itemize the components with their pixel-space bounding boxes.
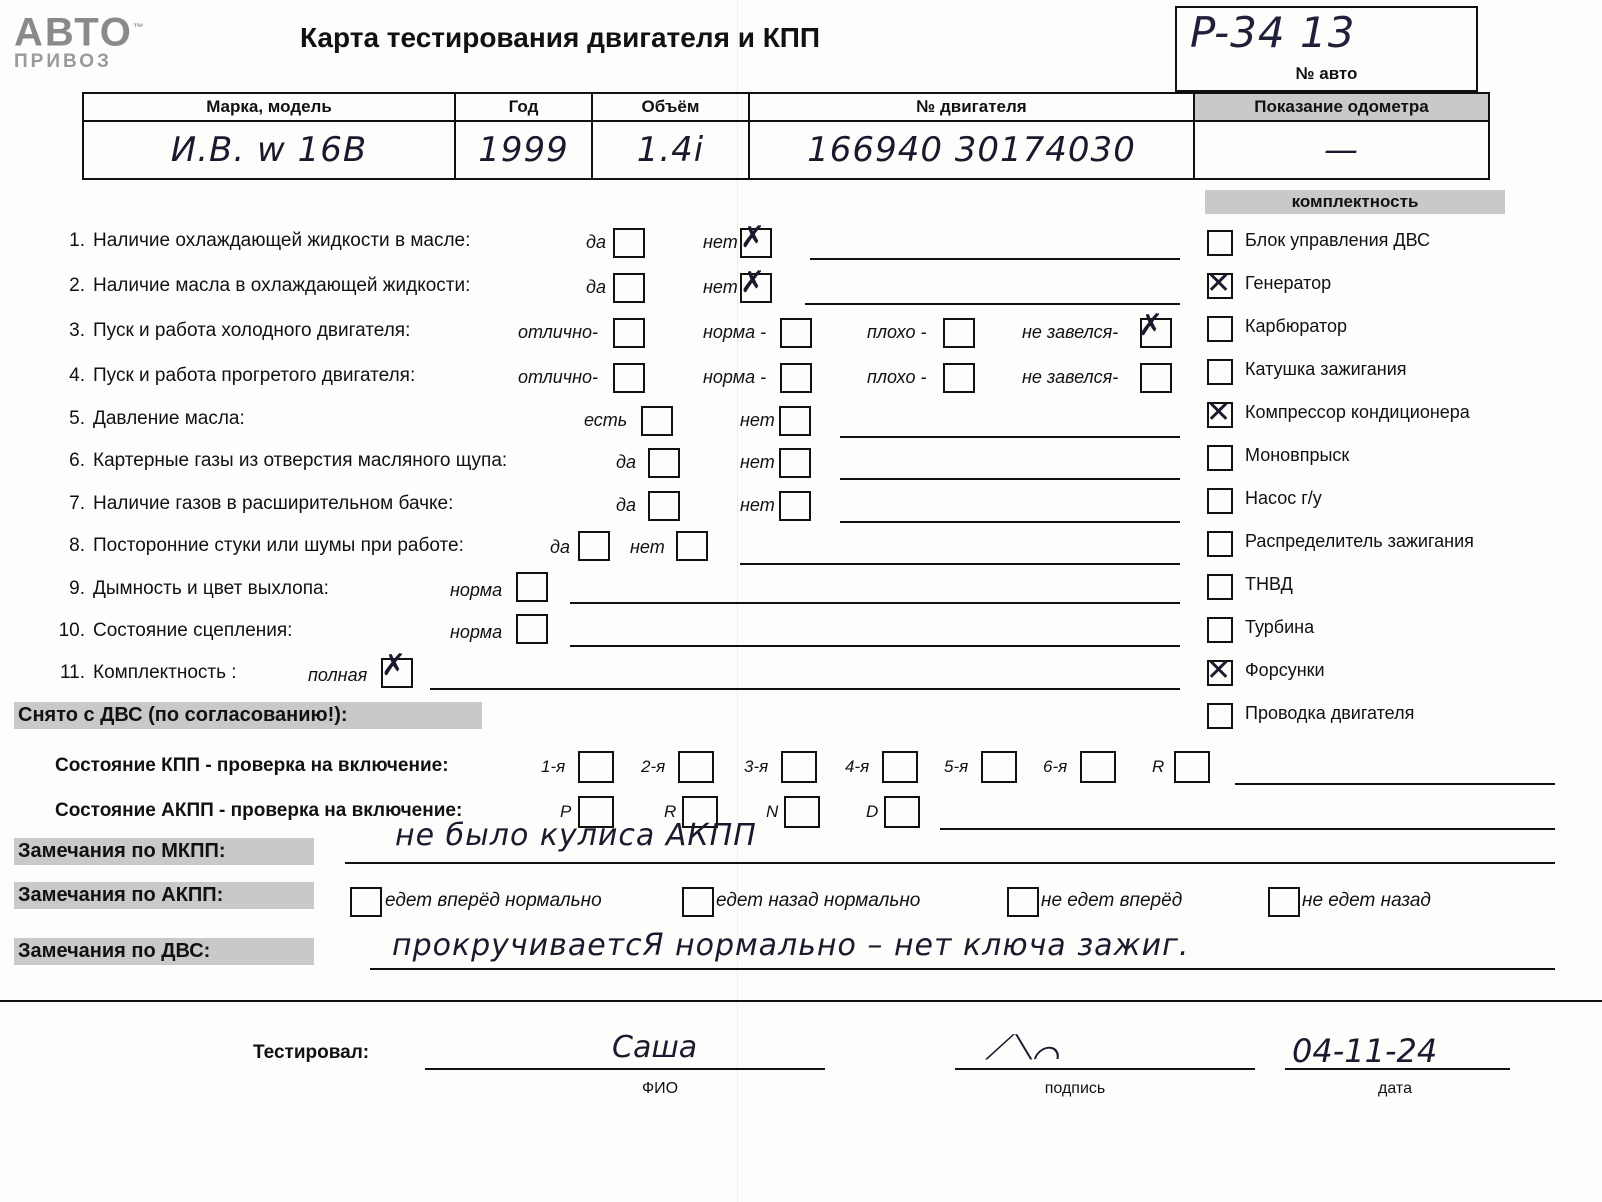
list-item[interactable] [1207, 441, 1537, 484]
item-3-checkbox-plokho[interactable] [943, 318, 975, 348]
item-8-option-net-label: нет [630, 537, 665, 557]
item-10-checkbox-norma[interactable] [516, 614, 548, 644]
list-item[interactable] [1207, 312, 1537, 355]
item-text: Наличие охлаждающей жидкости в масле: [93, 230, 471, 251]
gear-checkbox-1[interactable] [578, 751, 614, 783]
checkbox-tnvd[interactable] [1207, 574, 1233, 600]
item-1-option-da-label: да [586, 232, 606, 252]
checklist-item-5 [55, 408, 245, 430]
checklist-item-10 [55, 620, 292, 642]
item-4-checkbox-otlichno[interactable] [613, 363, 645, 393]
checklist-item-11 [55, 662, 237, 684]
check-mark-icon: ✕ [1206, 653, 1232, 688]
notes-akpp-label: Замечания по АКПП: [14, 882, 314, 909]
notes-dvs-line [370, 968, 1555, 970]
gear-label-4: 4-я [845, 757, 870, 776]
item-11-note-line [430, 688, 1180, 690]
akpp-option-no-forward-label: не едет вперёд [1041, 890, 1183, 911]
footer-divider [0, 1000, 1602, 1002]
completeness-title: комплектность [1205, 190, 1505, 214]
list-item[interactable] [1206, 653, 1537, 699]
check-mark-icon: ✕ [1206, 395, 1232, 430]
akpp-checkbox-forward-ok[interactable] [350, 887, 382, 917]
completeness-label: ТНВД [1245, 574, 1293, 594]
item-4-option-otlichno-label: отлично- [518, 367, 598, 387]
check-mark-icon: ✕ [1206, 266, 1232, 301]
td-engine-number: 166940 30174030 [749, 121, 1194, 179]
item-2-option-net-label: нет [703, 277, 738, 297]
item-number: 4. [69, 365, 85, 386]
completeness-label: Генератор [1245, 273, 1332, 293]
checklist-item-3 [55, 320, 410, 342]
akpp-checkbox-no-reverse[interactable] [1268, 887, 1300, 917]
akpp-gear-checkbox-n[interactable] [784, 796, 820, 828]
item-8-note-line [740, 563, 1180, 565]
akpp-note-line [940, 828, 1555, 830]
avtoprivoz-logo [14, 8, 164, 73]
list-item[interactable] [1206, 266, 1537, 312]
item-number: 3. [69, 320, 85, 341]
item-6-checkbox-net[interactable] [779, 448, 811, 478]
akpp-gear-label-r: R [664, 802, 677, 821]
checklist-item-9 [55, 578, 329, 600]
logo-tm: ™ [132, 22, 146, 34]
notes-mkpp-label: Замечания по МКПП: [14, 838, 314, 865]
checklist-item-6 [55, 450, 507, 472]
notes-dvs-value: прокручиваетсЯ нормально – нет ключа зажиг. [392, 928, 1190, 963]
gear-label-3: 3-я [744, 757, 769, 776]
checkbox-karbyurator[interactable] [1207, 316, 1233, 342]
notes-mkpp-line [345, 862, 1555, 864]
td-volume: 1.4i [592, 121, 749, 179]
check-mark-icon: ✗ [740, 265, 766, 300]
completeness-label: Карбюратор [1245, 316, 1348, 336]
item-text: Наличие масла в охлаждающей жидкости: [93, 275, 471, 296]
td-make-model: И.В. w 16B [83, 121, 455, 179]
vehicle-info-table [82, 92, 1490, 180]
item-text: Пуск и работа холодного двигателя: [93, 320, 411, 341]
item-11-checkbox-polnaya[interactable] [381, 648, 413, 688]
completeness-label: Турбина [1245, 617, 1315, 637]
checklist-item-1 [55, 230, 470, 252]
mkpp-note-line [1235, 783, 1555, 785]
item-6-checkbox-da[interactable] [648, 448, 680, 478]
item-4-option-norma-label: норма - [703, 367, 767, 387]
checkbox-raspredelitel-zazhiganiya[interactable] [1207, 531, 1233, 557]
akpp-gear-label-d: D [866, 802, 879, 821]
checkbox-nasos-gu[interactable] [1207, 488, 1233, 514]
item-5-option-est-label: есть [584, 410, 628, 430]
checkbox-monovprysk[interactable] [1207, 445, 1233, 471]
list-item[interactable] [1207, 355, 1537, 398]
item-10-note-line [570, 645, 1180, 647]
item-5-checkbox-est[interactable] [641, 406, 673, 436]
akpp-option-no-reverse-label: не едет назад [1302, 890, 1431, 911]
th-engine-number: № двигателя [749, 93, 1194, 121]
item-number: 1. [69, 230, 85, 251]
checkbox-turbina[interactable] [1207, 617, 1233, 643]
akpp-option-reverse-ok-label: едет назад нормально [716, 890, 921, 911]
list-item[interactable] [1206, 395, 1537, 441]
date-sublabel: дата [1378, 1080, 1412, 1097]
checklist-item-8 [55, 535, 464, 557]
notes-mkpp-value: не было кулиса АКПП [395, 818, 757, 853]
item-7-option-da-label: да [616, 495, 636, 515]
paper-fold-line [737, 0, 738, 1202]
item-3-option-plokho-label: плохо - [867, 322, 927, 342]
gear-checkbox-6[interactable] [1080, 751, 1116, 783]
item-8-checkbox-net[interactable] [676, 531, 708, 561]
signature-scribble: ⟋⟍⌒ [985, 1028, 1060, 1068]
td-odometer: — [1194, 121, 1489, 179]
item-3-checkbox-norma[interactable] [780, 318, 812, 348]
list-item[interactable] [1207, 484, 1537, 527]
logo-top-text: АВТО™ [14, 10, 146, 55]
completeness-label: Моновпрыск [1245, 445, 1350, 465]
tested-by-label: Тестировал: [253, 1042, 370, 1063]
check-mark-icon: ✗ [1138, 308, 1164, 343]
item-3-checkbox-ne-zavelsya[interactable] [1138, 308, 1172, 348]
table-header-row [83, 93, 1489, 121]
completeness-label: Проводка двигателя [1245, 703, 1415, 723]
checklist-item-4 [55, 365, 415, 387]
item-6-option-da-label: да [616, 452, 636, 472]
item-5-note-line [840, 436, 1180, 438]
item-text: Наличие газов в расширительном бачке: [93, 493, 454, 514]
item-5-option-net-label: нет [740, 410, 775, 430]
td-year: 1999 [455, 121, 592, 179]
item-number: 7. [69, 493, 85, 514]
item-8-option-da-label: да [550, 537, 570, 557]
gear-checkbox-3[interactable] [781, 751, 817, 783]
completeness-label: Распределитель зажигания [1245, 531, 1474, 551]
item-4-checkbox-plokho[interactable] [943, 363, 975, 393]
item-8-checkbox-da[interactable] [578, 531, 610, 561]
list-item[interactable] [1207, 527, 1537, 570]
item-1-checkbox-da[interactable] [613, 228, 645, 258]
checkbox-forsunki[interactable] [1206, 653, 1233, 688]
item-7-checkbox-net[interactable] [779, 491, 811, 521]
item-2-checkbox-da[interactable] [613, 273, 645, 303]
table-value-row [83, 121, 1489, 179]
th-year: Год [455, 93, 592, 121]
checklist-item-2 [55, 275, 470, 297]
item-11-option-polnaya-label: полная [308, 665, 368, 685]
check-mark-icon: ✗ [740, 220, 766, 255]
item-text: Давление масла: [93, 408, 245, 429]
item-5-checkbox-net[interactable] [779, 406, 811, 436]
item-9-checkbox-norma[interactable] [516, 572, 548, 602]
item-3-checkbox-otlichno[interactable] [613, 318, 645, 348]
name-sublabel: ФИО [641, 1080, 679, 1097]
page-title: Карта тестирования двигателя и КПП [300, 22, 821, 53]
gear-label-5: 5-я [944, 757, 969, 776]
signature-sublabel: подпись [1044, 1080, 1106, 1097]
item-text: Картерные газы из отверстия масляного щупа: [93, 450, 508, 471]
completeness-list [1207, 226, 1537, 742]
akpp-gear-label-p: P [560, 802, 572, 821]
section-header-removed-from-engine: Снято с ДВС (по согласованию!): [14, 702, 482, 729]
item-1-option-net-label: нет [703, 232, 738, 252]
gear-label-2: 2-я [641, 757, 666, 776]
signature-line [955, 1068, 1255, 1070]
item-1-note-line [810, 258, 1180, 260]
notes-dvs-label: Замечания по ДВС: [14, 938, 314, 965]
checklist-item-7 [55, 493, 453, 515]
akpp-checkbox-reverse-ok[interactable] [682, 887, 714, 917]
item-10-option-norma-label: норма [450, 622, 503, 642]
item-number: 5. [69, 408, 85, 429]
item-number: 9. [69, 578, 85, 599]
item-6-note-line [840, 478, 1180, 480]
date-value: 04-11-24 [1292, 1032, 1438, 1070]
gear-checkbox-2[interactable] [678, 751, 714, 783]
item-number: 8. [69, 535, 85, 556]
gear-label-6: 6-я [1043, 757, 1068, 776]
gear-label-1: 1-я [541, 757, 566, 776]
item-1-checkbox-net[interactable] [740, 220, 772, 258]
item-7-checkbox-da[interactable] [648, 491, 680, 521]
th-volume: Объём [592, 93, 749, 121]
car-number-label: № авто [1295, 64, 1358, 83]
item-text: Посторонние стуки или шумы при работе: [93, 535, 464, 556]
list-item[interactable] [1207, 699, 1537, 742]
completeness-label: Компрессор кондиционера [1245, 402, 1470, 422]
item-7-note-line [840, 521, 1180, 523]
akpp-option-forward-ok-label: едет вперёд нормально [385, 890, 602, 911]
item-4-checkbox-ne-zavelsya[interactable] [1140, 363, 1172, 393]
gear-checkbox-4[interactable] [882, 751, 918, 783]
item-3-option-norma-label: норма - [703, 322, 767, 342]
completeness-label: Катушка зажигания [1245, 359, 1407, 379]
completeness-label: Форсунки [1245, 660, 1325, 680]
checkbox-katushka-zazhiganiya[interactable] [1207, 359, 1233, 385]
completeness-label: Насос г/у [1245, 488, 1322, 508]
checkbox-generator[interactable] [1206, 266, 1233, 301]
checkbox-kompressor-konditsionera[interactable] [1206, 395, 1233, 430]
akpp-checkbox-no-forward[interactable] [1007, 887, 1039, 917]
item-9-option-norma-label: норма [450, 580, 503, 600]
item-number: 2. [69, 275, 85, 296]
logo-bottom-text: ПРИВОЗ [14, 51, 112, 73]
tester-name-value: Саша [612, 1030, 698, 1065]
item-4-option-plokho-label: плохо - [867, 367, 927, 387]
akpp-gear-checkbox-d[interactable] [884, 796, 920, 828]
mkpp-check-label: Состояние КПП - проверка на включение: [55, 755, 449, 776]
item-7-option-net-label: нет [740, 495, 775, 515]
item-4-checkbox-norma[interactable] [780, 363, 812, 393]
item-3-option-otlichno-label: отлично- [518, 322, 598, 342]
th-odometer: Показание одометра [1194, 93, 1489, 121]
list-item[interactable] [1207, 613, 1537, 656]
akpp-check-label: Состояние АКПП - проверка на включение: [55, 800, 463, 821]
list-item[interactable] [1207, 226, 1537, 269]
check-mark-icon: ✗ [381, 648, 407, 683]
item-2-checkbox-net[interactable] [740, 265, 772, 303]
item-text: Дымность и цвет выхлопа: [93, 578, 329, 599]
checkbox-blok-upravleniya-dvs[interactable] [1207, 230, 1233, 256]
item-3-option-ne-zavelsya-label: не завелся- [1022, 322, 1119, 342]
gear-checkbox-r[interactable] [1174, 751, 1210, 783]
item-2-note-line [805, 303, 1180, 305]
akpp-gear-label-n: N [766, 802, 779, 821]
item-number: 11. [59, 662, 85, 683]
item-4-option-ne-zavelsya-label: не завелся- [1022, 367, 1119, 387]
car-number-value: P-34 13 [1190, 8, 1356, 57]
gear-label-r: R [1152, 757, 1165, 776]
item-number: 10. [58, 620, 85, 641]
item-9-note-line [570, 602, 1180, 604]
item-text: Состояние сцепления: [93, 620, 293, 641]
item-2-option-da-label: да [586, 277, 606, 297]
gear-checkbox-5[interactable] [981, 751, 1017, 783]
name-signature-line [425, 1068, 825, 1070]
item-6-option-net-label: нет [740, 452, 775, 472]
item-number: 6. [69, 450, 85, 471]
item-text: Пуск и работа прогретого двигателя: [93, 365, 416, 386]
checkbox-provodka-dvigatelya[interactable] [1207, 703, 1233, 729]
completeness-label: Блок управления ДВС [1245, 230, 1430, 250]
th-make-model: Марка, модель [83, 93, 455, 121]
list-item[interactable] [1207, 570, 1537, 613]
item-text: Комплектность : [93, 662, 237, 683]
